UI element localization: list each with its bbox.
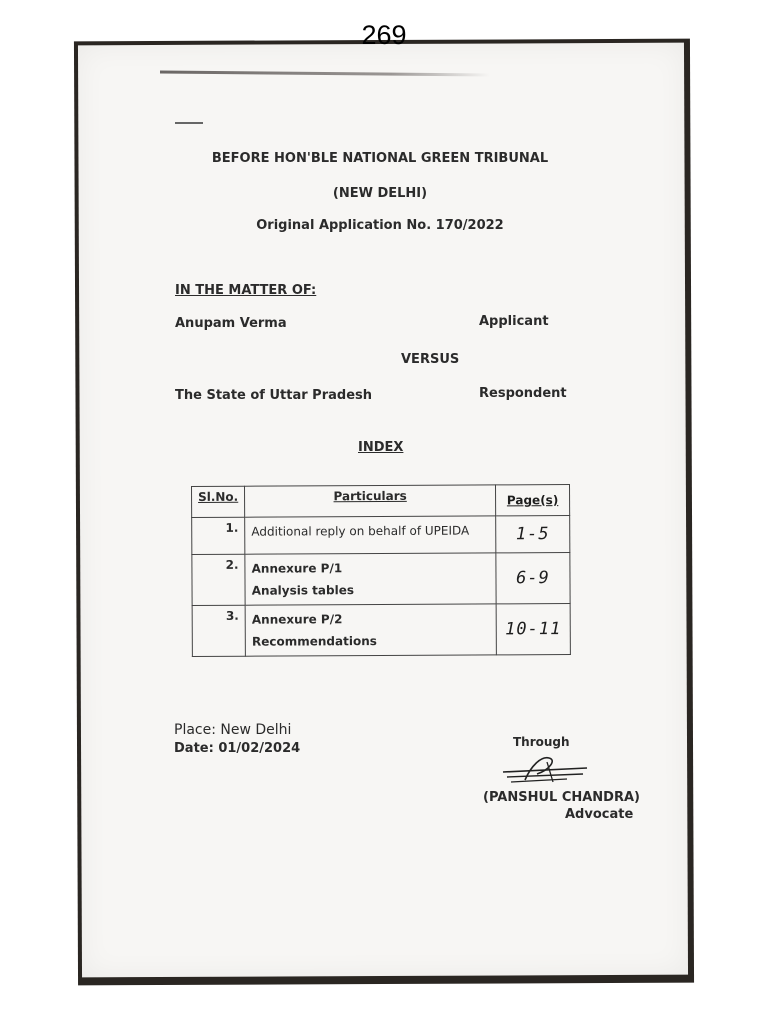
table-header-row (192, 485, 570, 518)
column-header-sl: Sl.No. (192, 486, 245, 517)
court-heading: BEFORE HON'BLE NATIONAL GREEN TRIBUNAL (211, 151, 549, 166)
table-row (192, 553, 570, 606)
particulars-line: Annexure P/2 (251, 612, 343, 627)
through-label: Through (513, 735, 570, 749)
row-pages: 6-9 (496, 553, 570, 604)
respondent-role: Respondent (479, 386, 567, 401)
matter-heading: IN THE MATTER OF: (175, 283, 317, 298)
row-pages: 10-11 (496, 604, 570, 655)
place-line: Place: New Delhi (174, 722, 292, 738)
pen-mark (175, 122, 203, 124)
row-pages: 1-5 (496, 516, 570, 553)
particulars-subline: Analysis tables (251, 583, 355, 598)
date-line: Date: 01/02/2024 (174, 741, 301, 756)
advocate-name: (PANSHUL CHANDRA) (483, 790, 640, 805)
particulars-subline: Recommendations (251, 634, 377, 649)
column-header-pages: Page(s) (496, 485, 570, 516)
page-number: 269 (361, 20, 407, 50)
table-row (192, 516, 570, 555)
row-particulars (245, 516, 496, 554)
column-header-particulars: Particulars (245, 485, 496, 517)
court-location: (NEW DELHI) (332, 186, 428, 201)
index-table (191, 484, 571, 657)
row-particulars (245, 553, 496, 605)
advocate-title: Advocate (565, 807, 634, 822)
particulars-line: Annexure P/1 (251, 561, 343, 576)
application-number: Original Application No. 170/2022 (256, 218, 504, 233)
applicant-role: Applicant (479, 314, 549, 329)
versus-label: VERSUS (401, 352, 460, 367)
table-row (192, 604, 570, 657)
particulars-line: Additional reply on behalf of UPEIDA (251, 523, 470, 539)
row-particulars (245, 604, 496, 656)
respondent-name: The State of Uttar Pradesh (175, 388, 373, 403)
row-sl: 1. (192, 517, 245, 554)
row-sl: 3. (192, 605, 245, 656)
signature-mark (497, 752, 593, 784)
applicant-name: Anupam Verma (175, 316, 287, 331)
row-sl: 2. (192, 554, 245, 605)
index-title: INDEX (358, 440, 404, 455)
